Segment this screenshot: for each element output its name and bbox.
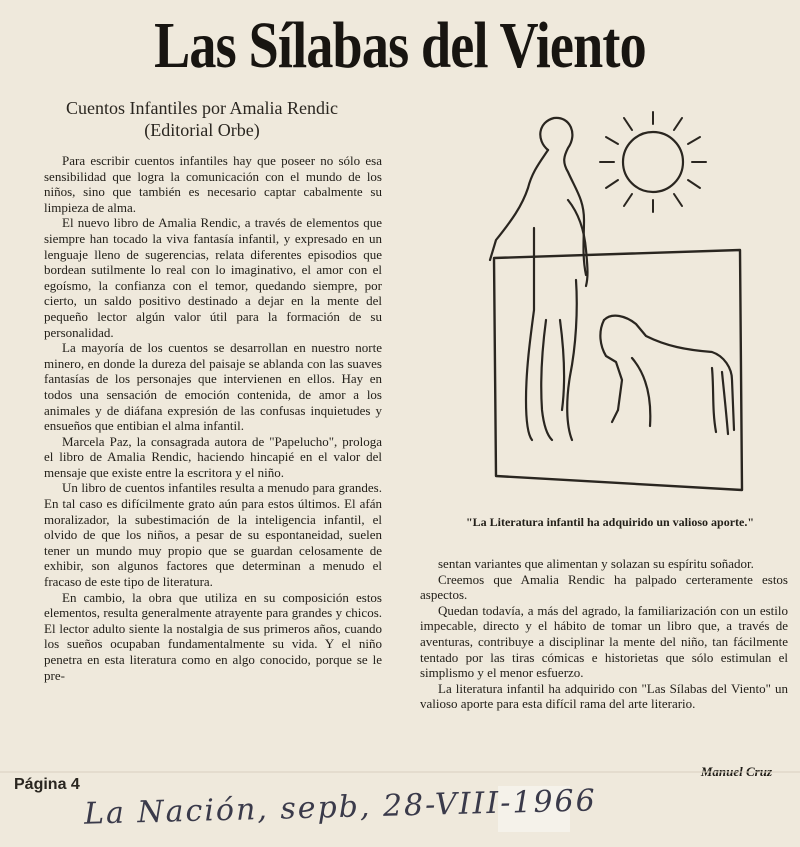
paragraph: El nuevo libro de Amalia Rendic, a través de elementos que siempre han tocado la viva fantasía infantil, y expresado en un lenguaje lleno de sugerencias, relata diferentes episodios que bordean sutilmente lo real con lo imaginativo, el amor con el egoísmo, la confianza con el temor, quedando siempre, por cierto, un saldo positivo destinado a dejar en la mente del pequeño lector algún valor útil para la formación de su personalidad. <box>44 215 382 340</box>
paragraph: La literatura infantil ha adquirido con "Las Sílabas del Viento" un valioso aporte para esta difícil rama del arte literario. <box>420 680 788 712</box>
paragraph: Para escribir cuentos infantiles hay que poseer no sólo esa sensibilidad que logra la comunicación con el mundo de los niños, sino que también es necesario captar cabalmente su limpieza de alma. <box>44 153 382 215</box>
illustration-child-sun-dog-icon <box>476 110 756 495</box>
paragraph: Un libro de cuentos infantiles resulta a menudo para grandes. En tal caso es difícilmente grato aún para estos últimos. El afán moralizador, la subestimación de la inteligencia infantil, el olvido de que los niños, a pesar de su espontaneidad, suelen tener un mundo muy propio que se guardan celosamente de exhibir, son algunos factores que determinan a menudo el fracaso de este tipo de literatura. <box>44 480 382 590</box>
article-column-left <box>44 153 382 788</box>
headline: Las Sílabas del Viento <box>154 9 646 82</box>
paragraph: Quedan todavía, a más del agrado, la familiarización con un estilo impecable, directo y el hábito de tomar un libro que, a través de aventuras, contribuye a disciplinar la mente del niño, tan fácilmente tentado por las tiras cómicas e historietas que sólo estimulan el simplismo y el menor esfuerzo. <box>420 602 788 681</box>
paragraph: Marcela Paz, la consagrada autora de "Papelucho", prologa el libro de Amalia Rendic, haciendo hincapié en el valor del mensaje que existe entre la escritora y el niño. <box>44 433 382 480</box>
byline-publisher: (Editorial Orbe) <box>144 120 260 140</box>
author-signature: Manuel Cruz <box>700 764 772 779</box>
byline-author: Cuentos Infantiles por Amalia Rendic <box>66 98 338 118</box>
paragraph: En cambio, la obra que utiliza en su composición estos elementos, resulta generalmente atrayente para grandes y chicos. El lector adulto siente la nostalgia de sus primeros años, cuando los sueños ocupaban fundamentalmente su vida. Y el niño penetra en esta literatura como en algo conocido, porque se le pre- <box>44 589 382 683</box>
illustration-caption: "La Literatura infantil ha adquirido un valioso aporte." <box>465 515 755 529</box>
page-number: Página 4 <box>14 776 80 793</box>
handwritten-source-note: La Nación, sepb, 28-VIII-1966 <box>83 783 598 832</box>
paragraph: La mayoría de los cuentos se desarrollan en nuestro norte minero, en donde la dureza del paisaje se ablanda con las suaves fantasías de los personajes que intervienen en ellos. Hay en todos una sensación de emoción contenida, de amor a los animales y de diáfana expresión de las confusas inquietudes y ensueños que entibian el alma infantil. <box>44 340 382 434</box>
paragraph: sentan variantes que alimentan y solazan su espíritu soñador. <box>438 556 754 571</box>
article-column-right <box>420 556 788 781</box>
paragraph: Creemos que Amalia Rendic ha palpado certeramente estos aspectos. <box>420 571 788 603</box>
